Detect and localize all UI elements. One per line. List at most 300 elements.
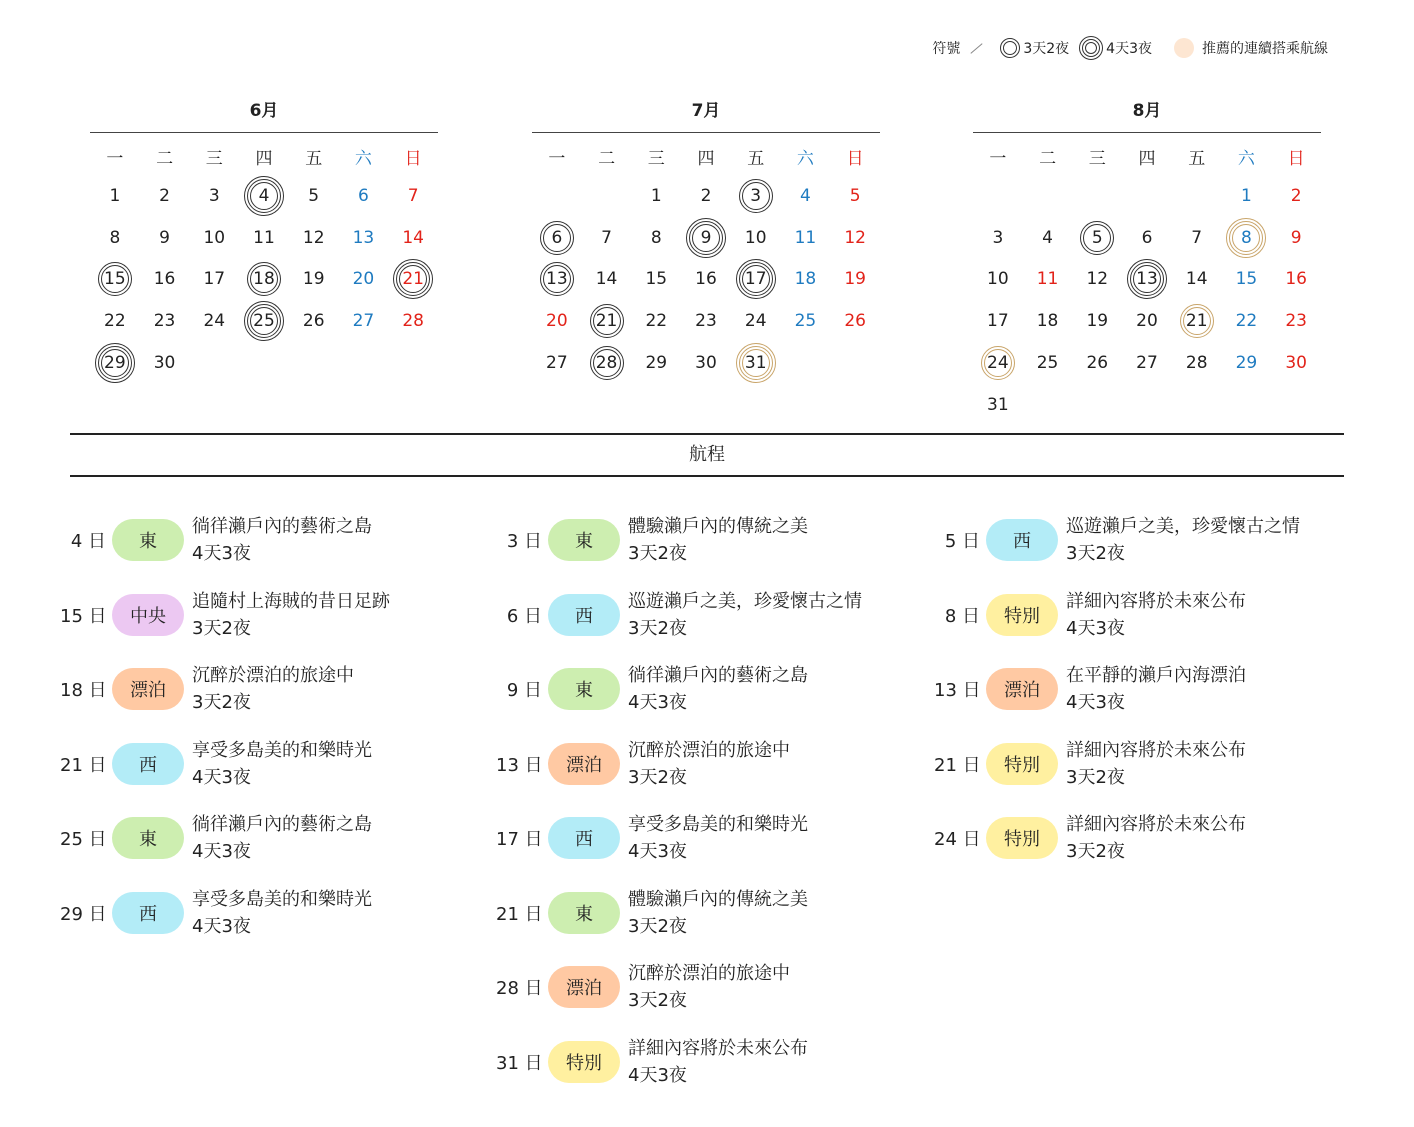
day-number: 27 [546, 353, 568, 374]
itinerary-text [192, 513, 372, 567]
calendar-day [1172, 217, 1222, 259]
day-number: 16 [1285, 269, 1307, 290]
day-number: 15 [1235, 269, 1258, 290]
itinerary-text [628, 513, 808, 567]
day-number: 6 [1141, 227, 1153, 248]
legend-three-days [1000, 38, 1069, 58]
itinerary-date: 6 日 [506, 605, 542, 627]
itinerary-name: 詳細內容將於未來公布 [628, 1037, 808, 1059]
calendar-day [140, 342, 190, 384]
itinerary-length: 3天2夜 [628, 617, 687, 639]
calendar-day[interactable] [1122, 259, 1172, 301]
calendar-day [681, 175, 731, 217]
itinerary-date: 13 日 [496, 754, 543, 776]
day-number: 8 [109, 227, 121, 248]
route-tag: 漂泊 [548, 966, 620, 1008]
divider [973, 132, 1321, 133]
day-number: 18 [794, 269, 817, 290]
day-number: 28 [402, 311, 424, 332]
calendar-day[interactable] [731, 342, 781, 384]
day-number: 9 [700, 227, 712, 248]
weekday-label: 日 [846, 148, 864, 169]
route-tag: 特別 [986, 594, 1058, 636]
itinerary-item[interactable] [496, 652, 862, 727]
weekday-label: 四 [697, 148, 715, 169]
calendar-day [90, 300, 140, 342]
route-tag: 特別 [548, 1041, 620, 1083]
calendar-day [1122, 300, 1172, 342]
itinerary-length: 4天3夜 [628, 1064, 687, 1086]
weekday-label: 二 [156, 148, 174, 169]
calendar-day [681, 342, 731, 384]
day-number: 30 [695, 353, 717, 374]
day-number: 31 [987, 394, 1009, 415]
itinerary-name: 享受多島美的和樂時光 [192, 888, 372, 910]
calendar-day[interactable] [1222, 217, 1272, 259]
legend [932, 36, 1328, 60]
day-number: 21 [1185, 311, 1208, 332]
itinerary-length: 3天2夜 [1066, 766, 1125, 788]
day-number: 15 [104, 269, 126, 290]
calendar-day[interactable] [582, 300, 632, 342]
day-number: 14 [1185, 269, 1208, 290]
route-tag: 特別 [986, 743, 1058, 785]
itinerary-item[interactable] [60, 727, 390, 802]
calendar-day [532, 342, 582, 384]
day-number: 11 [794, 227, 817, 248]
itinerary-length: 3天2夜 [628, 543, 687, 565]
calendar-day[interactable] [731, 259, 781, 301]
empty-cell [532, 175, 582, 217]
calendar-day [731, 300, 781, 342]
itinerary-date: 8 日 [944, 605, 980, 627]
weekday-label: 六 [796, 148, 814, 169]
day-number: 30 [1285, 353, 1307, 374]
legend-four-days [1079, 36, 1152, 60]
calendar-day[interactable] [1072, 217, 1122, 259]
calendar-day [90, 175, 140, 217]
itinerary-text [192, 811, 372, 865]
calendar-day [532, 300, 582, 342]
itinerary-column-august [934, 503, 1300, 876]
itinerary-item[interactable] [934, 801, 1300, 876]
calendar-day [582, 259, 632, 301]
calendar-day [973, 217, 1023, 259]
day-number: 13 [352, 227, 375, 248]
itinerary-date: 21 日 [934, 754, 981, 776]
itinerary-column-july [496, 503, 862, 1099]
day-number: 27 [1136, 353, 1158, 374]
route-tag: 西 [986, 519, 1058, 561]
calendar-day [1122, 342, 1172, 384]
route-tag: 西 [548, 817, 620, 859]
legend-four-days-label: 4天3夜 [1106, 41, 1152, 57]
weekday-label: 五 [747, 148, 765, 169]
day-number: 25 [794, 311, 817, 332]
itinerary-date: 3 日 [506, 531, 542, 553]
day-number: 5 [308, 185, 320, 206]
legend-recommended-label: 推薦的連續搭乘航線 [1202, 41, 1328, 57]
itinerary-date: 31 日 [496, 1052, 543, 1074]
weekday-label: 日 [1287, 148, 1305, 169]
day-number: 10 [744, 227, 767, 248]
day-number: 5 [849, 185, 861, 206]
route-tag: 西 [112, 743, 184, 785]
empty-cell [1072, 175, 1122, 217]
day-number: 13 [546, 269, 568, 290]
calendar-day [339, 217, 389, 259]
day-number: 14 [402, 227, 424, 248]
itinerary-item[interactable] [496, 727, 862, 802]
calendar-day [631, 217, 681, 259]
calendar-day [973, 384, 1023, 426]
day-number: 7 [601, 227, 612, 248]
calendar-day [1271, 259, 1321, 301]
itinerary-item[interactable] [496, 876, 862, 951]
itinerary-item[interactable] [60, 876, 390, 951]
calendar-day [1222, 259, 1272, 301]
route-tag: 東 [548, 668, 620, 710]
calendar-day [189, 217, 239, 259]
route-tag: 西 [548, 594, 620, 636]
calendar-day [1271, 342, 1321, 384]
itinerary-date: 25 日 [60, 829, 107, 851]
calendar-day[interactable] [90, 259, 140, 301]
calendar-day [140, 175, 190, 217]
calendar-day [1023, 259, 1073, 301]
itinerary-text [628, 811, 808, 865]
day-number: 26 [844, 311, 866, 332]
calendar-day[interactable] [532, 217, 582, 259]
weekday-label: 六 [354, 148, 372, 169]
calendar-day [830, 300, 880, 342]
route-tag: 東 [548, 892, 620, 934]
itinerary-date: 5 日 [944, 531, 980, 553]
itinerary-text [628, 737, 790, 791]
itinerary-name: 徜徉瀨戶內的藝術之島 [628, 665, 808, 687]
calendar-day [1271, 300, 1321, 342]
itinerary-item[interactable] [496, 950, 862, 1025]
legend-label: 符號 [932, 41, 961, 57]
calendar-day [681, 259, 731, 301]
calendar-day[interactable] [731, 175, 781, 217]
day-number: 1 [650, 185, 662, 206]
itinerary-length: 3天2夜 [1066, 841, 1125, 863]
day-number: 28 [1185, 353, 1208, 374]
day-number: 17 [744, 269, 767, 290]
itinerary-length: 3天2夜 [628, 915, 687, 937]
itinerary-date: 29 日 [60, 903, 107, 925]
itinerary-item[interactable] [934, 503, 1300, 578]
calendar-day [1023, 217, 1073, 259]
calendar-day [140, 300, 190, 342]
calendar-day [1222, 342, 1272, 384]
calendar-june [90, 98, 438, 384]
legend-three-days-label: 3天2夜 [1023, 41, 1070, 57]
day-number: 25 [253, 311, 275, 332]
day-number: 18 [1036, 311, 1059, 332]
day-number: 6 [551, 227, 563, 248]
itinerary-text [192, 662, 354, 716]
day-number: 24 [987, 353, 1009, 374]
itinerary-name: 在平靜的瀨戶內海漂泊 [1066, 665, 1246, 687]
day-number: 10 [987, 269, 1009, 290]
itinerary-text [1066, 737, 1246, 791]
calendar-day[interactable] [681, 217, 731, 259]
itinerary-length: 3天2夜 [628, 766, 687, 788]
day-number: 20 [546, 311, 568, 332]
triple-ring-icon [1079, 36, 1103, 60]
month-title: 6月 [249, 101, 279, 121]
day-number: 20 [352, 269, 375, 290]
route-tag: 漂泊 [548, 743, 620, 785]
calendar-day [1072, 300, 1122, 342]
itinerary-length: 3天2夜 [1066, 543, 1125, 565]
weekday-label: 五 [305, 148, 323, 169]
calendar-day [830, 259, 880, 301]
calendar-day [631, 342, 681, 384]
calendar-day [631, 259, 681, 301]
calendar-july [532, 98, 880, 384]
calendar-day [339, 175, 389, 217]
day-grid [973, 175, 1321, 426]
calendar-day [339, 259, 389, 301]
itinerary-item[interactable] [934, 578, 1300, 653]
itinerary-name: 追隨村上海賊的昔日足跡 [192, 590, 390, 612]
weekday-label: 三 [205, 148, 223, 169]
itinerary-date: 18 日 [60, 680, 107, 702]
calendar-day [781, 217, 831, 259]
calendar-day[interactable] [239, 175, 289, 217]
itinerary-item[interactable] [496, 503, 862, 578]
calendar-day [781, 300, 831, 342]
itinerary-name: 享受多島美的和樂時光 [192, 739, 372, 761]
itinerary-item[interactable] [496, 578, 862, 653]
calendar-day [339, 300, 389, 342]
day-number: 8 [1241, 227, 1252, 248]
itinerary-length: 4天3夜 [1066, 692, 1125, 714]
itinerary-text [628, 1035, 808, 1089]
day-number: 9 [159, 227, 170, 248]
calendar-day [239, 217, 289, 259]
day-number: 25 [1036, 353, 1059, 374]
day-number: 6 [358, 185, 369, 206]
day-number: 1 [109, 185, 121, 206]
calendar-day[interactable] [582, 342, 632, 384]
day-number: 23 [153, 311, 176, 332]
calendar-day [189, 175, 239, 217]
itinerary-text [628, 662, 808, 716]
empty-cell [973, 175, 1023, 217]
weekday-label: 三 [1088, 148, 1106, 169]
calendar-day [1172, 342, 1222, 384]
calendar-day [973, 259, 1023, 301]
itinerary-name: 沉醉於漂泊的旅途中 [192, 665, 354, 687]
itinerary-item[interactable] [60, 652, 390, 727]
weekday-label: 四 [1138, 148, 1156, 169]
calendar-day [830, 217, 880, 259]
calendar-day [1271, 175, 1321, 217]
day-number: 8 [650, 227, 662, 248]
calendar-day [1172, 259, 1222, 301]
calendar-day [388, 217, 438, 259]
day-number: 26 [302, 311, 325, 332]
calendar-day [731, 217, 781, 259]
calendar-day [140, 259, 190, 301]
day-number: 5 [1091, 227, 1103, 248]
day-number: 12 [302, 227, 325, 248]
itinerary-name: 詳細內容將於未來公布 [1066, 739, 1246, 761]
weekday-label: 一 [548, 148, 566, 169]
itinerary-name: 體驗瀨戶內的傳統之美 [628, 516, 808, 538]
calendar-day [582, 217, 632, 259]
calendar-day[interactable] [532, 259, 582, 301]
calendar-day[interactable] [239, 259, 289, 301]
day-number: 11 [253, 227, 275, 248]
day-number: 21 [595, 311, 618, 332]
itinerary-title: 航程 [70, 433, 1344, 477]
route-tag: 漂泊 [986, 668, 1058, 710]
empty-cell [1122, 175, 1172, 217]
calendar-day [289, 217, 339, 259]
calendar-day [830, 175, 880, 217]
itinerary-length: 4天3夜 [1066, 617, 1125, 639]
calendar-day[interactable] [388, 259, 438, 301]
day-number: 1 [1241, 185, 1252, 206]
calendar-day [1072, 259, 1122, 301]
day-number: 26 [1086, 353, 1109, 374]
itinerary-text [628, 960, 790, 1014]
itinerary-item[interactable] [934, 727, 1300, 802]
divider [90, 132, 438, 133]
calendar-day[interactable] [1172, 300, 1222, 342]
calendar-day [973, 300, 1023, 342]
calendar-day [289, 175, 339, 217]
itinerary-date: 4 日 [70, 531, 106, 553]
itinerary-length: 4天3夜 [192, 915, 251, 937]
day-number: 2 [159, 185, 170, 206]
day-number: 22 [1235, 311, 1258, 332]
day-number: 7 [407, 185, 419, 206]
itinerary-name: 沉醉於漂泊的旅途中 [628, 963, 790, 985]
calendar-august [973, 98, 1321, 426]
itinerary-name: 巡遊瀨戶之美，珍愛懷古之情 [1066, 516, 1300, 538]
double-ring-icon [1000, 38, 1020, 58]
weekday-label: 六 [1237, 148, 1255, 169]
route-tag: 東 [548, 519, 620, 561]
itinerary-text [628, 886, 808, 940]
day-number: 4 [1042, 227, 1053, 248]
itinerary-text [192, 737, 372, 791]
month-title: 7月 [691, 101, 721, 121]
weekday-label: 日 [404, 148, 422, 169]
weekday-label: 四 [255, 148, 273, 169]
calendar-day[interactable] [90, 342, 140, 384]
day-number: 30 [153, 353, 176, 374]
route-tag: 東 [112, 817, 184, 859]
itinerary-item[interactable] [60, 503, 390, 578]
day-number: 29 [645, 353, 668, 374]
itinerary-date: 24 日 [934, 829, 981, 851]
itinerary-name: 徜徉瀨戶內的藝術之島 [192, 516, 372, 538]
weekday-label: 五 [1188, 148, 1206, 169]
calendar-day [631, 175, 681, 217]
day-number: 12 [844, 227, 866, 248]
empty-cell [1023, 175, 1073, 217]
calendar-day [388, 300, 438, 342]
itinerary-name: 享受多島美的和樂時光 [628, 814, 808, 836]
calendar-day [140, 217, 190, 259]
itinerary-name: 體驗瀨戶內的傳統之美 [628, 888, 808, 910]
itinerary-item[interactable] [934, 652, 1300, 727]
itinerary-name: 詳細內容將於未來公布 [1066, 814, 1246, 836]
itinerary-name: 沉醉於漂泊的旅途中 [628, 739, 790, 761]
day-number: 3 [992, 227, 1004, 248]
weekday-label: 一 [106, 148, 124, 169]
day-grid [90, 175, 438, 384]
route-tag: 特別 [986, 817, 1058, 859]
itinerary-name: 巡遊瀨戶之美，珍愛懷古之情 [628, 590, 862, 612]
day-number: 24 [203, 311, 226, 332]
day-number: 4 [800, 185, 811, 206]
calendar-day [388, 175, 438, 217]
recommended-dot-icon [1174, 38, 1194, 58]
itinerary-text [192, 588, 390, 642]
day-number: 29 [104, 353, 126, 374]
weekday-label: 三 [647, 148, 665, 169]
calendar-day [289, 259, 339, 301]
day-number: 23 [1285, 311, 1307, 332]
itinerary-date: 9 日 [506, 680, 542, 702]
calendar-day [1122, 217, 1172, 259]
calendar-day[interactable] [973, 342, 1023, 384]
month-title: 8月 [1132, 101, 1162, 121]
calendar-day [189, 300, 239, 342]
calendar-day [781, 175, 831, 217]
calendar-day [289, 300, 339, 342]
itinerary-date: 28 日 [496, 978, 543, 1000]
route-tag: 中央 [112, 594, 184, 636]
day-number: 19 [302, 269, 325, 290]
itinerary-date: 21 日 [496, 903, 543, 925]
day-number: 17 [203, 269, 226, 290]
day-grid [532, 175, 880, 384]
itinerary-text [628, 588, 862, 642]
day-number: 29 [1235, 353, 1258, 374]
calendar-day [781, 259, 831, 301]
itinerary-item[interactable] [60, 578, 390, 653]
itinerary-text [1066, 513, 1300, 567]
itinerary-item[interactable] [496, 801, 862, 876]
day-number: 11 [1036, 269, 1059, 290]
calendar-day [1023, 342, 1073, 384]
weekday-row [532, 137, 880, 175]
day-number: 7 [1191, 227, 1203, 248]
day-number: 24 [744, 311, 767, 332]
itinerary-column-june [60, 503, 390, 950]
calendar-day[interactable] [239, 300, 289, 342]
day-number: 22 [645, 311, 668, 332]
itinerary-item[interactable] [496, 1025, 862, 1100]
itinerary-name: 徜徉瀨戶內的藝術之島 [192, 814, 372, 836]
weekday-label: 二 [598, 148, 616, 169]
route-tag: 西 [112, 892, 184, 934]
route-tag: 漂泊 [112, 668, 184, 710]
itinerary-item[interactable] [60, 801, 390, 876]
day-number: 14 [595, 269, 618, 290]
slash-icon [968, 40, 984, 56]
empty-cell [1172, 175, 1222, 217]
